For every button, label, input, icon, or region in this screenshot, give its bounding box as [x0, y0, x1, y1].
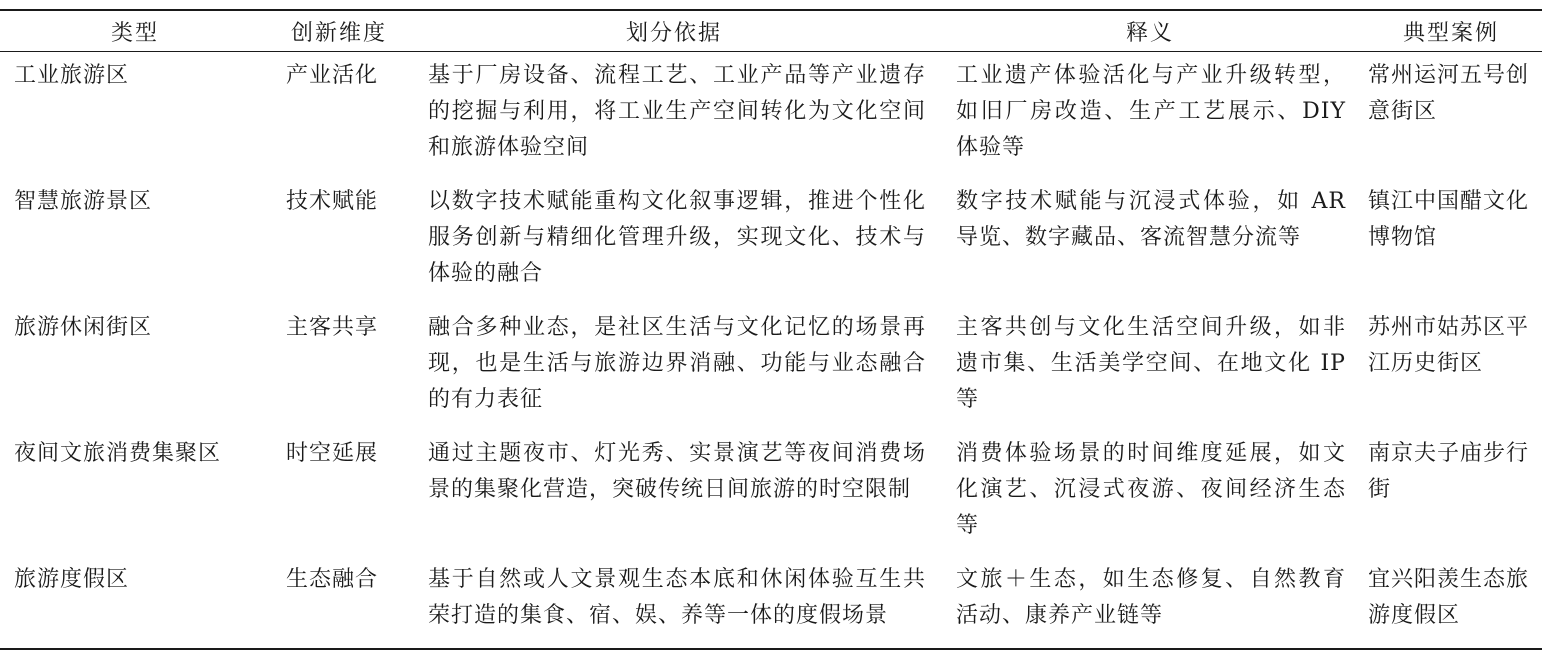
header-row: [0, 10, 1542, 52]
cell-dimension: 产业活化: [286, 63, 379, 88]
header-case: 典型案例: [1402, 20, 1499, 46]
classification-table: [0, 9, 1542, 650]
table-body: [0, 52, 1542, 650]
table-row: [0, 432, 1542, 558]
cell-dimension: 主客共享: [286, 315, 379, 340]
cell-meaning: 主客共创与文化生活空间升级，如非遗市集、生活美学空间、在地文化 IP 等: [956, 315, 1346, 412]
cell-case: 常州运河五号创意街区: [1368, 63, 1530, 124]
cell-basis: 基于自然或人文景观生态本底和休闲体验互生共荣打造的集食、宿、娱、养等一体的度假场景: [428, 567, 926, 628]
cell-case: 宜兴阳羡生态旅游度假区: [1368, 567, 1530, 628]
cell-type: 夜间文旅消费集聚区: [14, 441, 222, 466]
cell-dimension: 技术赋能: [286, 189, 379, 214]
table-container: [0, 9, 1542, 650]
table-row: [0, 180, 1542, 306]
header-dimension: 创新维度: [290, 20, 387, 46]
cell-case: 苏州市姑苏区平江历史街区: [1368, 315, 1530, 376]
cell-case: 镇江中国醋文化博物馆: [1368, 189, 1530, 250]
cell-dimension: 生态融合: [286, 567, 379, 592]
cell-type: 工业旅游区: [14, 63, 130, 88]
cell-basis: 融合多种业态，是社区生活与文化记忆的场景再现，也是生活与旅游边界消融、功能与业态融合的有力表征: [428, 315, 926, 412]
table-row: [0, 52, 1542, 181]
cell-type: 旅游休闲街区: [14, 315, 153, 340]
cell-meaning: 工业遗产体验活化与产业升级转型，如旧厂房改造、生产工艺展示、DIY 体验等: [956, 63, 1346, 160]
cell-basis: 通过主题夜市、灯光秀、实景演艺等夜间消费场景的集聚化营造，突破传统日间旅游的时空限制: [428, 441, 926, 502]
table-row: [0, 558, 1542, 649]
header-basis: 划分依据: [625, 20, 722, 46]
cell-type: 智慧旅游景区: [14, 189, 153, 214]
table-header: [0, 10, 1542, 52]
cell-dimension: 时空延展: [286, 441, 379, 466]
header-meaning: 释义: [1125, 20, 1174, 46]
header-type: 类型: [110, 20, 159, 46]
cell-basis: 以数字技术赋能重构文化叙事逻辑，推进个性化服务创新与精细化管理升级，实现文化、技术与体验的融合: [428, 189, 926, 286]
cell-meaning: 数字技术赋能与沉浸式体验，如 AR 导览、数字藏品、客流智慧分流等: [956, 189, 1346, 250]
cell-meaning: 消费体验场景的时间维度延展，如文化演艺、沉浸式夜游、夜间经济生态等: [956, 441, 1346, 538]
cell-meaning: 文旅＋生态，如生态修复、自然教育活动、康养产业链等: [956, 567, 1346, 628]
table-row: [0, 306, 1542, 432]
cell-basis: 基于厂房设备、流程工艺、工业产品等产业遗存的挖掘与利用，将工业生产空间转化为文化空间和旅游体验空间: [428, 63, 926, 160]
cell-case: 南京夫子庙步行街: [1368, 441, 1530, 502]
cell-type: 旅游度假区: [14, 567, 130, 592]
